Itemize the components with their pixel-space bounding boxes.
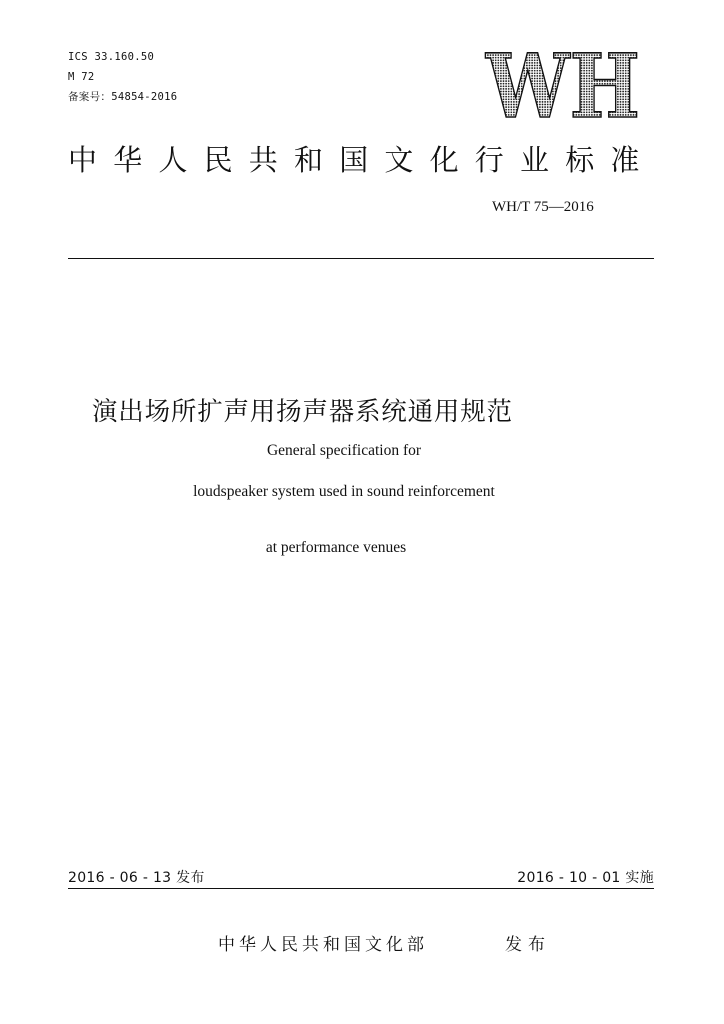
english-title-line-2: loudspeaker system used in sound reinforcement — [193, 483, 495, 500]
record-number: 备案号：54854-2016 — [68, 91, 178, 103]
english-title-line-1: General specification for — [266, 442, 422, 459]
english-title-line-3: at performance venues — [265, 539, 407, 556]
footer-divider — [68, 888, 654, 889]
ccs-code: M 72 — [68, 71, 95, 83]
chinese-title: 演出场所扩声用扬声器系统通用规范 — [92, 397, 513, 427]
logo-lettering: WH — [485, 34, 640, 138]
issue-date: 2016 - 06 - 13 发布 — [68, 870, 205, 886]
publisher-action: 发布 — [505, 935, 551, 955]
header-divider — [68, 258, 654, 259]
organization-title: 中华人民共和国文化行业标准 — [68, 143, 656, 177]
publisher-name: 中华人民共和国文化部 — [218, 935, 428, 955]
classification-block — [68, 47, 177, 107]
implementation-date: 2016 - 10 - 01 实施 — [517, 870, 654, 886]
standard-number: WH/T 75—2016 — [492, 199, 594, 215]
ics-code: ICS 33.160.50 — [68, 51, 155, 63]
wh-logo-icon — [484, 34, 644, 138]
